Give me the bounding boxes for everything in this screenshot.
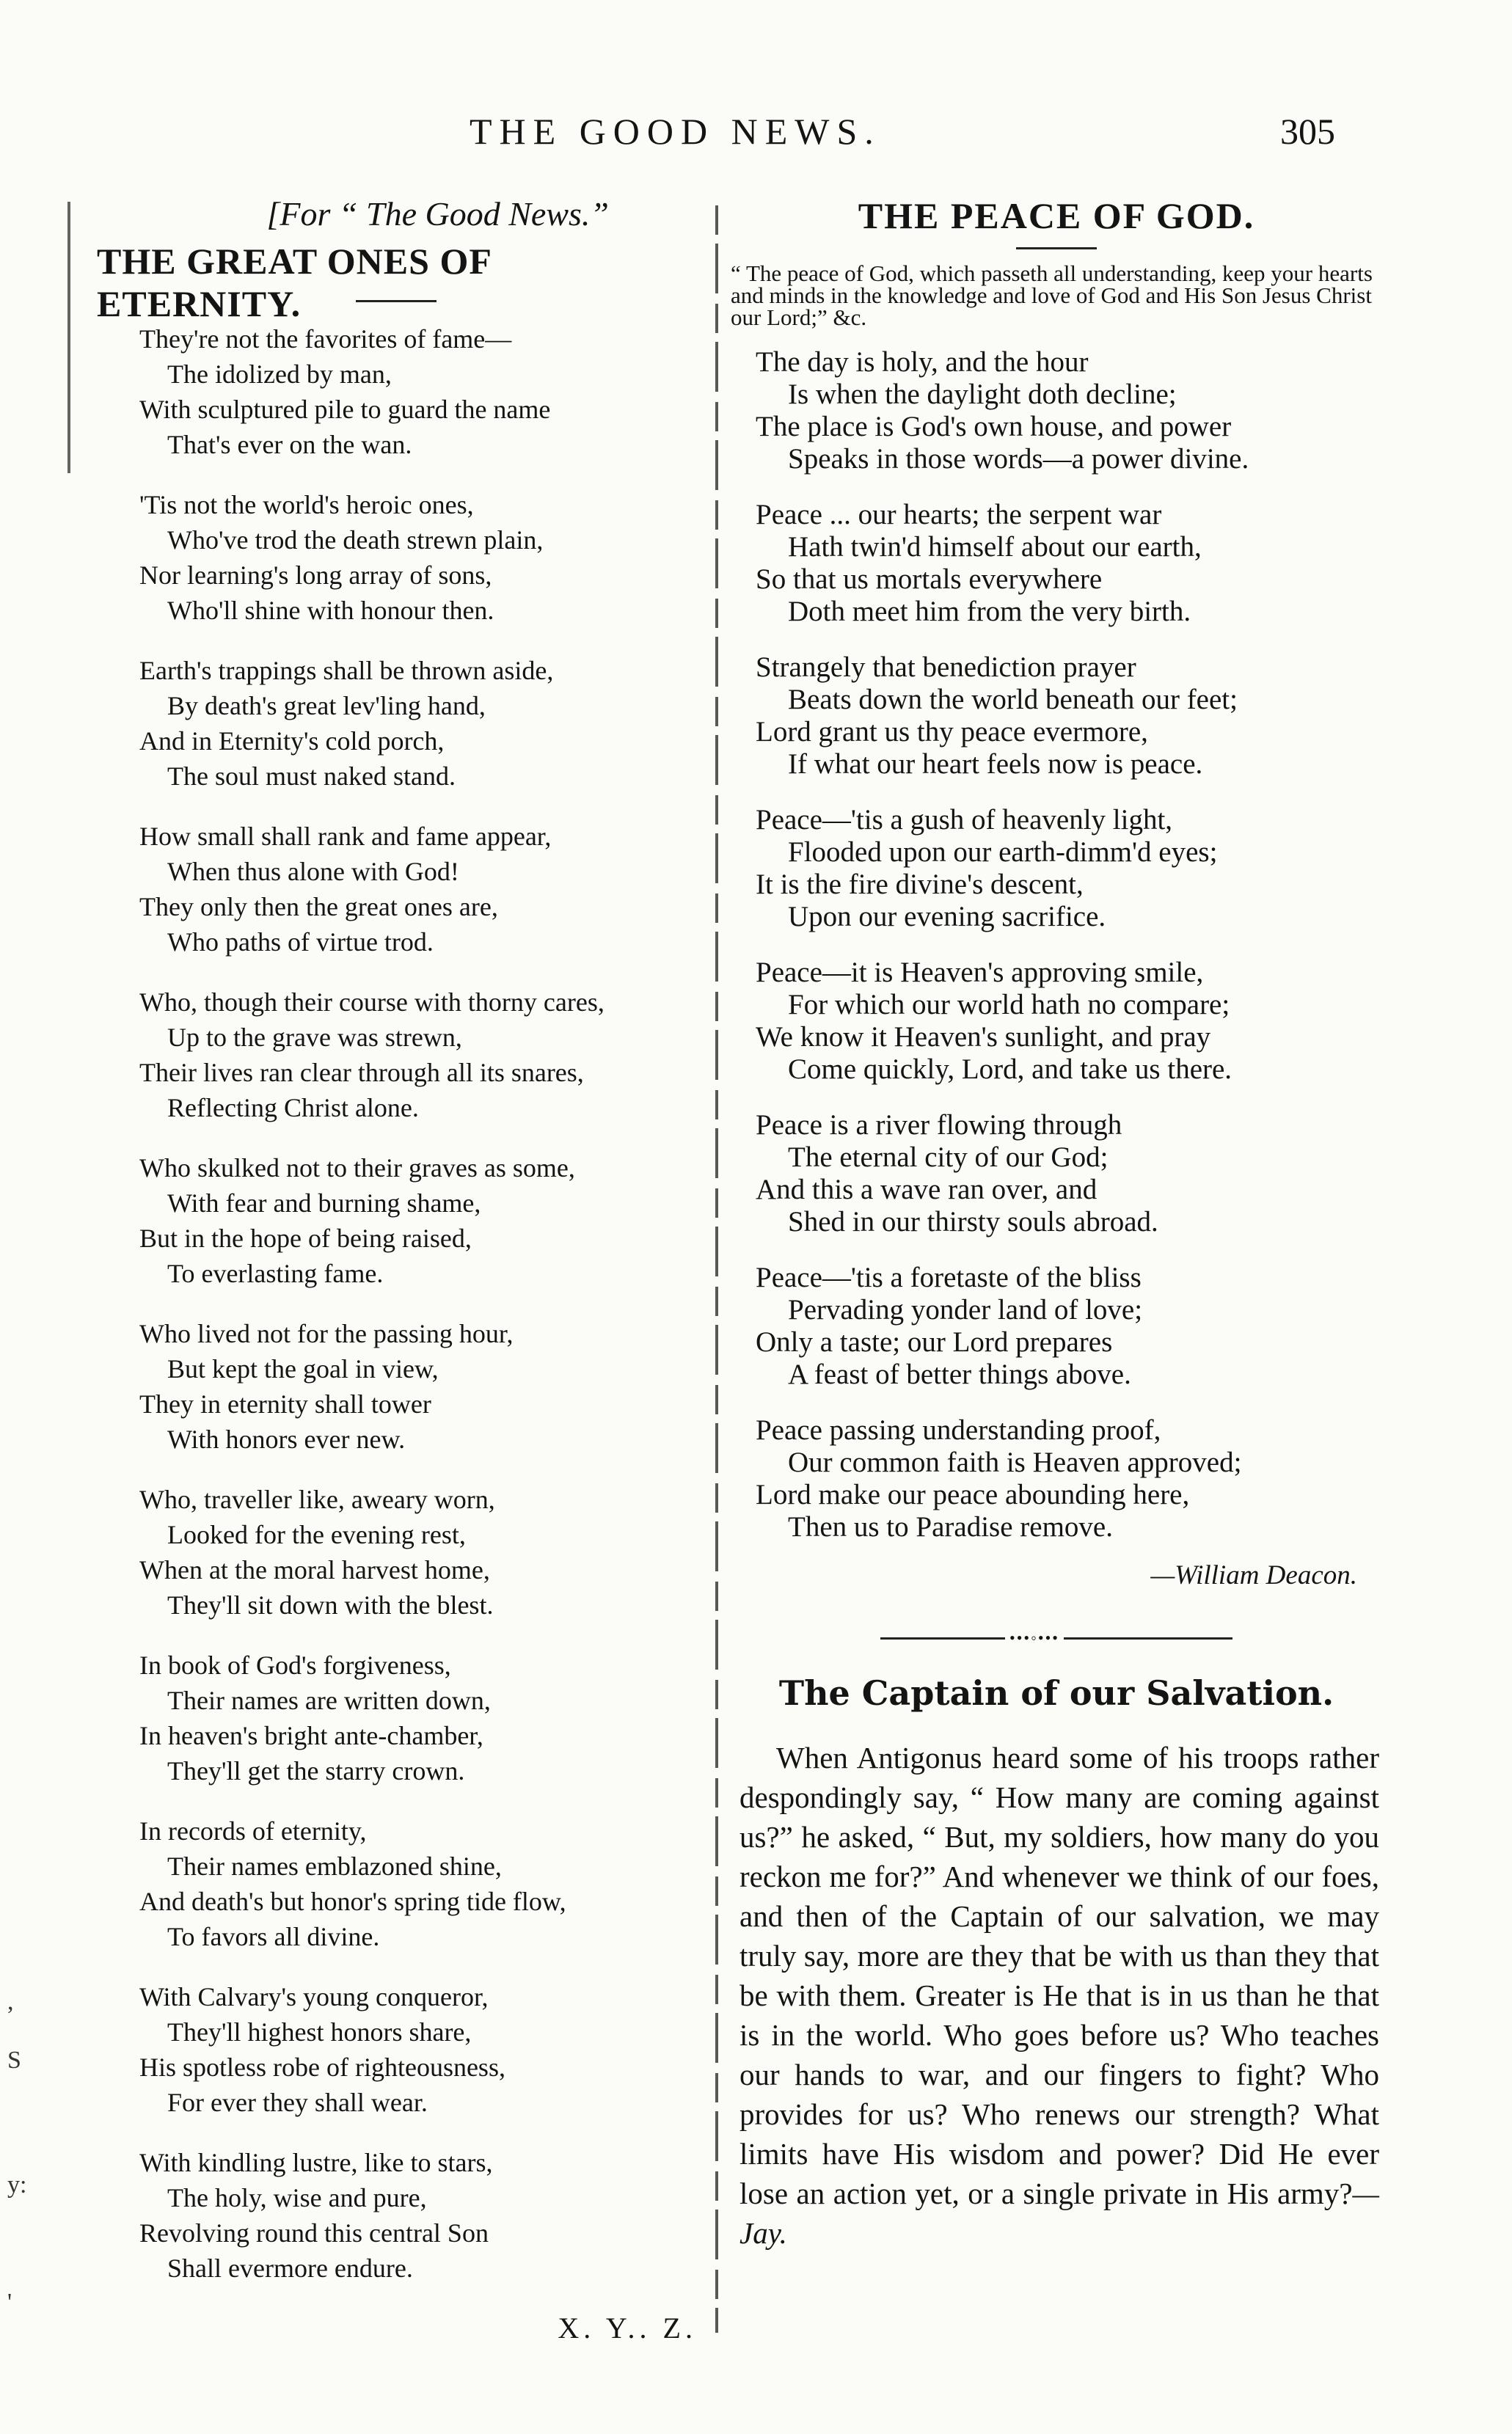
poem-line: Who, traveller like, aweary worn, (139, 1485, 495, 1514)
page-header (0, 110, 1512, 161)
poem-line: The holy, wise and pure, (167, 2183, 427, 2212)
poem-line: Who skulked not to their graves as some, (139, 1153, 575, 1183)
stanza (139, 1648, 704, 1788)
poem-line: Hath twin'd himself about our earth, (788, 531, 1202, 563)
poem-line: And in Eternity's cold porch, (139, 726, 445, 756)
poem-line: Upon our evening sacrifice. (788, 901, 1106, 932)
poem-line: Up to the grave was strewn, (167, 1023, 462, 1052)
poem-line: And death's but honor's spring tide flow, (139, 1887, 566, 1916)
epigraph: “ The peace of God, which passeth all understanding, keep your hearts and minds in the knowledge and love of God and His Son Jesus Christ our Lord;” &c. (731, 260, 1373, 330)
page-number: 305 (1280, 111, 1335, 152)
poem-line: But kept the goal in view, (167, 1354, 439, 1384)
stanza (756, 1414, 1387, 1543)
margin-mark: ' (7, 2289, 12, 2316)
poem-line: If what our heart feels now is peace. (788, 748, 1203, 780)
poem-line: To everlasting fame. (167, 1259, 384, 1288)
poem-line: They only then the great ones are, (139, 892, 498, 921)
poem-line: The idolized by man, (167, 359, 392, 389)
poem-line: Flooded upon our earth-dimm'd eyes; (788, 836, 1218, 868)
stanza (139, 321, 704, 462)
poem-line: The soul must naked stand. (167, 761, 456, 791)
poem-line: Strangely that benediction prayer (756, 651, 1136, 683)
poem-line: Who've trod the death strewn plain, (167, 525, 544, 555)
poem-line: Peace passing understanding proof, (756, 1414, 1161, 1446)
poem-line: We know it Heaven's sunlight, and pray (756, 1021, 1211, 1053)
poem-line: But in the hope of being raised, (139, 1224, 472, 1253)
running-title: THE GOOD NEWS. (470, 111, 881, 152)
poem-line: Our common faith is Heaven approved; (788, 1447, 1242, 1478)
poem-line: With Calvary's young conqueror, (139, 1982, 489, 2011)
stanza (139, 1979, 704, 2120)
poem-line: Pervading yonder land of love; (788, 1294, 1143, 1326)
poem-line: Is when the daylight doth decline; (788, 379, 1177, 410)
poem-line: Who lived not for the passing hour, (139, 1319, 514, 1348)
stanza (756, 1262, 1387, 1391)
poem-line: Their names are written down, (167, 1686, 491, 1715)
poem-line: With kindling lustre, like to stars, (139, 2148, 493, 2177)
margin-mark: y: (7, 2171, 27, 2199)
stanza (756, 957, 1387, 1086)
poem-line: Then us to Paradise remove. (788, 1511, 1113, 1543)
poem-line: When at the moral harvest home, (139, 1555, 490, 1585)
column-divider (715, 205, 718, 2333)
poem-line: They in eternity shall tower (139, 1389, 431, 1419)
poem-line: They'll highest honors share, (167, 2017, 472, 2047)
stanza (139, 819, 704, 960)
poem-line: They're not the favorites of fame— (139, 324, 512, 354)
poem-line: By death's great lev'ling hand, (167, 691, 486, 720)
poem-body (139, 321, 704, 2286)
poem-line: The day is holy, and the hour (756, 346, 1089, 378)
poem-line: Who paths of virtue trod. (167, 927, 434, 957)
article-attribution: —Jay. (739, 2177, 1379, 2250)
stanza (756, 499, 1387, 628)
poem-line: Who'll shine with honour then. (167, 596, 494, 625)
poem-line: Their lives ran clear through all its snares, (139, 1058, 584, 1087)
poem-line: Lord make our peace abounding here, (756, 1479, 1190, 1510)
poem-line: In records of eternity, (139, 1816, 367, 1846)
left-column (88, 194, 704, 2345)
poem-line: Peace—'tis a gush of heavenly light, (756, 804, 1173, 836)
poem-line: Shed in our thirsty souls abroad. (788, 1206, 1158, 1238)
poem-line: Speaks in those words—a power divine. (788, 443, 1249, 475)
poem-line: Peace is a river flowing through (756, 1109, 1122, 1141)
poem-title: THE GREAT ONES OF ETERNITY. (97, 241, 492, 324)
poem-line: Earth's trappings shall be thrown aside, (139, 656, 554, 685)
poem-line: Revolving round this central Son (139, 2218, 489, 2248)
poem-line: With honors ever new. (167, 1425, 406, 1454)
ornamental-divider (880, 1631, 1232, 1645)
poem-line: Reflecting Christ alone. (167, 1093, 419, 1122)
poem-line: With sculptured pile to guard the name (139, 395, 551, 424)
right-column (726, 194, 1387, 2253)
divider-ornament: •••◦••• (1005, 1631, 1064, 1645)
poem-line: With fear and burning shame, (167, 1188, 481, 1218)
margin-mark: S (7, 2047, 21, 2074)
poem-line: To favors all divine. (167, 1922, 380, 1951)
stanza (756, 1109, 1387, 1238)
stanza (139, 653, 704, 794)
stanza (139, 1150, 704, 1291)
poem-line: In heaven's bright ante-chamber, (139, 1721, 483, 1750)
poem-line: So that us mortals everywhere (756, 563, 1103, 595)
poem-line: And this a wave ran over, and (756, 1174, 1098, 1205)
poem-line: The eternal city of our God; (788, 1141, 1109, 1173)
stanza (139, 487, 704, 628)
poem-line: Who, though their course with thorny cares, (139, 987, 605, 1017)
article-text (739, 1738, 1379, 2253)
poem-line: Shall evermore endure. (167, 2254, 413, 2283)
poem-line: Only a taste; our Lord prepares (756, 1326, 1113, 1358)
poem-line: When thus alone with God! (167, 857, 459, 886)
poem-line: How small shall rank and fame appear, (139, 822, 552, 851)
poem-line: Peace—it is Heaven's approving smile, (756, 957, 1204, 988)
stanza (139, 1813, 704, 1954)
poem-line: They'll sit down with the blest. (167, 1590, 494, 1620)
article-title: The Captain of our Salvation. (778, 1673, 1334, 1713)
poem-line: Come quickly, Lord, and take us there. (788, 1053, 1232, 1085)
poem-line: Looked for the evening rest, (167, 1520, 466, 1549)
poem-line: Peace ... our hearts; the serpent war (756, 499, 1162, 530)
title-rule (356, 300, 437, 302)
title-rule (1016, 247, 1097, 249)
poem-line: Lord grant us thy peace evermore, (756, 716, 1148, 748)
stanza (139, 984, 704, 1125)
poem-line: For ever they shall wear. (167, 2088, 428, 2117)
poem-signature: X. Y.. Z. (558, 2311, 697, 2345)
poem-line: It is the fire divine's descent, (756, 869, 1084, 900)
poem-dedication: [For “ The Good News.” (266, 195, 609, 233)
poem-line: Peace—'tis a foretaste of the bliss (756, 1262, 1142, 1293)
poem-line: Nor learning's long array of sons, (139, 560, 492, 590)
stanza (756, 804, 1387, 933)
stanza (756, 346, 1387, 475)
poem-line: They'll get the starry crown. (167, 1756, 465, 1786)
poem-line: The place is God's own house, and power (756, 411, 1232, 442)
stanza (756, 651, 1387, 781)
poem-line: In book of God's forgiveness, (139, 1651, 451, 1680)
poem-line: His spotless robe of righteousness, (139, 2053, 505, 2082)
article-body: When Antigonus heard some of his troops rather despondingly say, “ How many are coming against us?” he asked, “ But, my soldiers, how many do you reckon me for?” And whenever we think of our foes, and then of the Captain of our salvation, we may truly say, more are they that be with us than they that be with them. Greater is He that is in us than he that is in the world. Who goes before us? Who teaches our hands to war, and our fingers to fight? Who provides for us? Who renews our strength? What limits have His wisdom and power? Did He ever lose an action yet, or a single private in His army? (739, 1741, 1379, 2210)
poem-line: For which our world hath no compare; (788, 989, 1230, 1020)
stanza (139, 1482, 704, 1623)
poem-body-peace (756, 346, 1387, 1543)
poem-attribution: —William Deacon. (1150, 1560, 1357, 1590)
poem-line: Beats down the world beneath our feet; (788, 684, 1238, 715)
poem-line: 'Tis not the world's heroic ones, (139, 490, 474, 519)
stanza (139, 2145, 704, 2286)
stanza (139, 1316, 704, 1457)
poem-line: Their names emblazoned shine, (167, 1852, 502, 1881)
margin-mark: , (7, 1988, 14, 2015)
poem-line: A feast of better things above. (788, 1359, 1131, 1390)
margin-rule (67, 202, 70, 473)
poem-line: That's ever on the wan. (167, 430, 412, 459)
poem-title-peace: THE PEACE OF GOD. (858, 195, 1255, 236)
poem-line: Doth meet him from the very birth. (788, 596, 1191, 627)
